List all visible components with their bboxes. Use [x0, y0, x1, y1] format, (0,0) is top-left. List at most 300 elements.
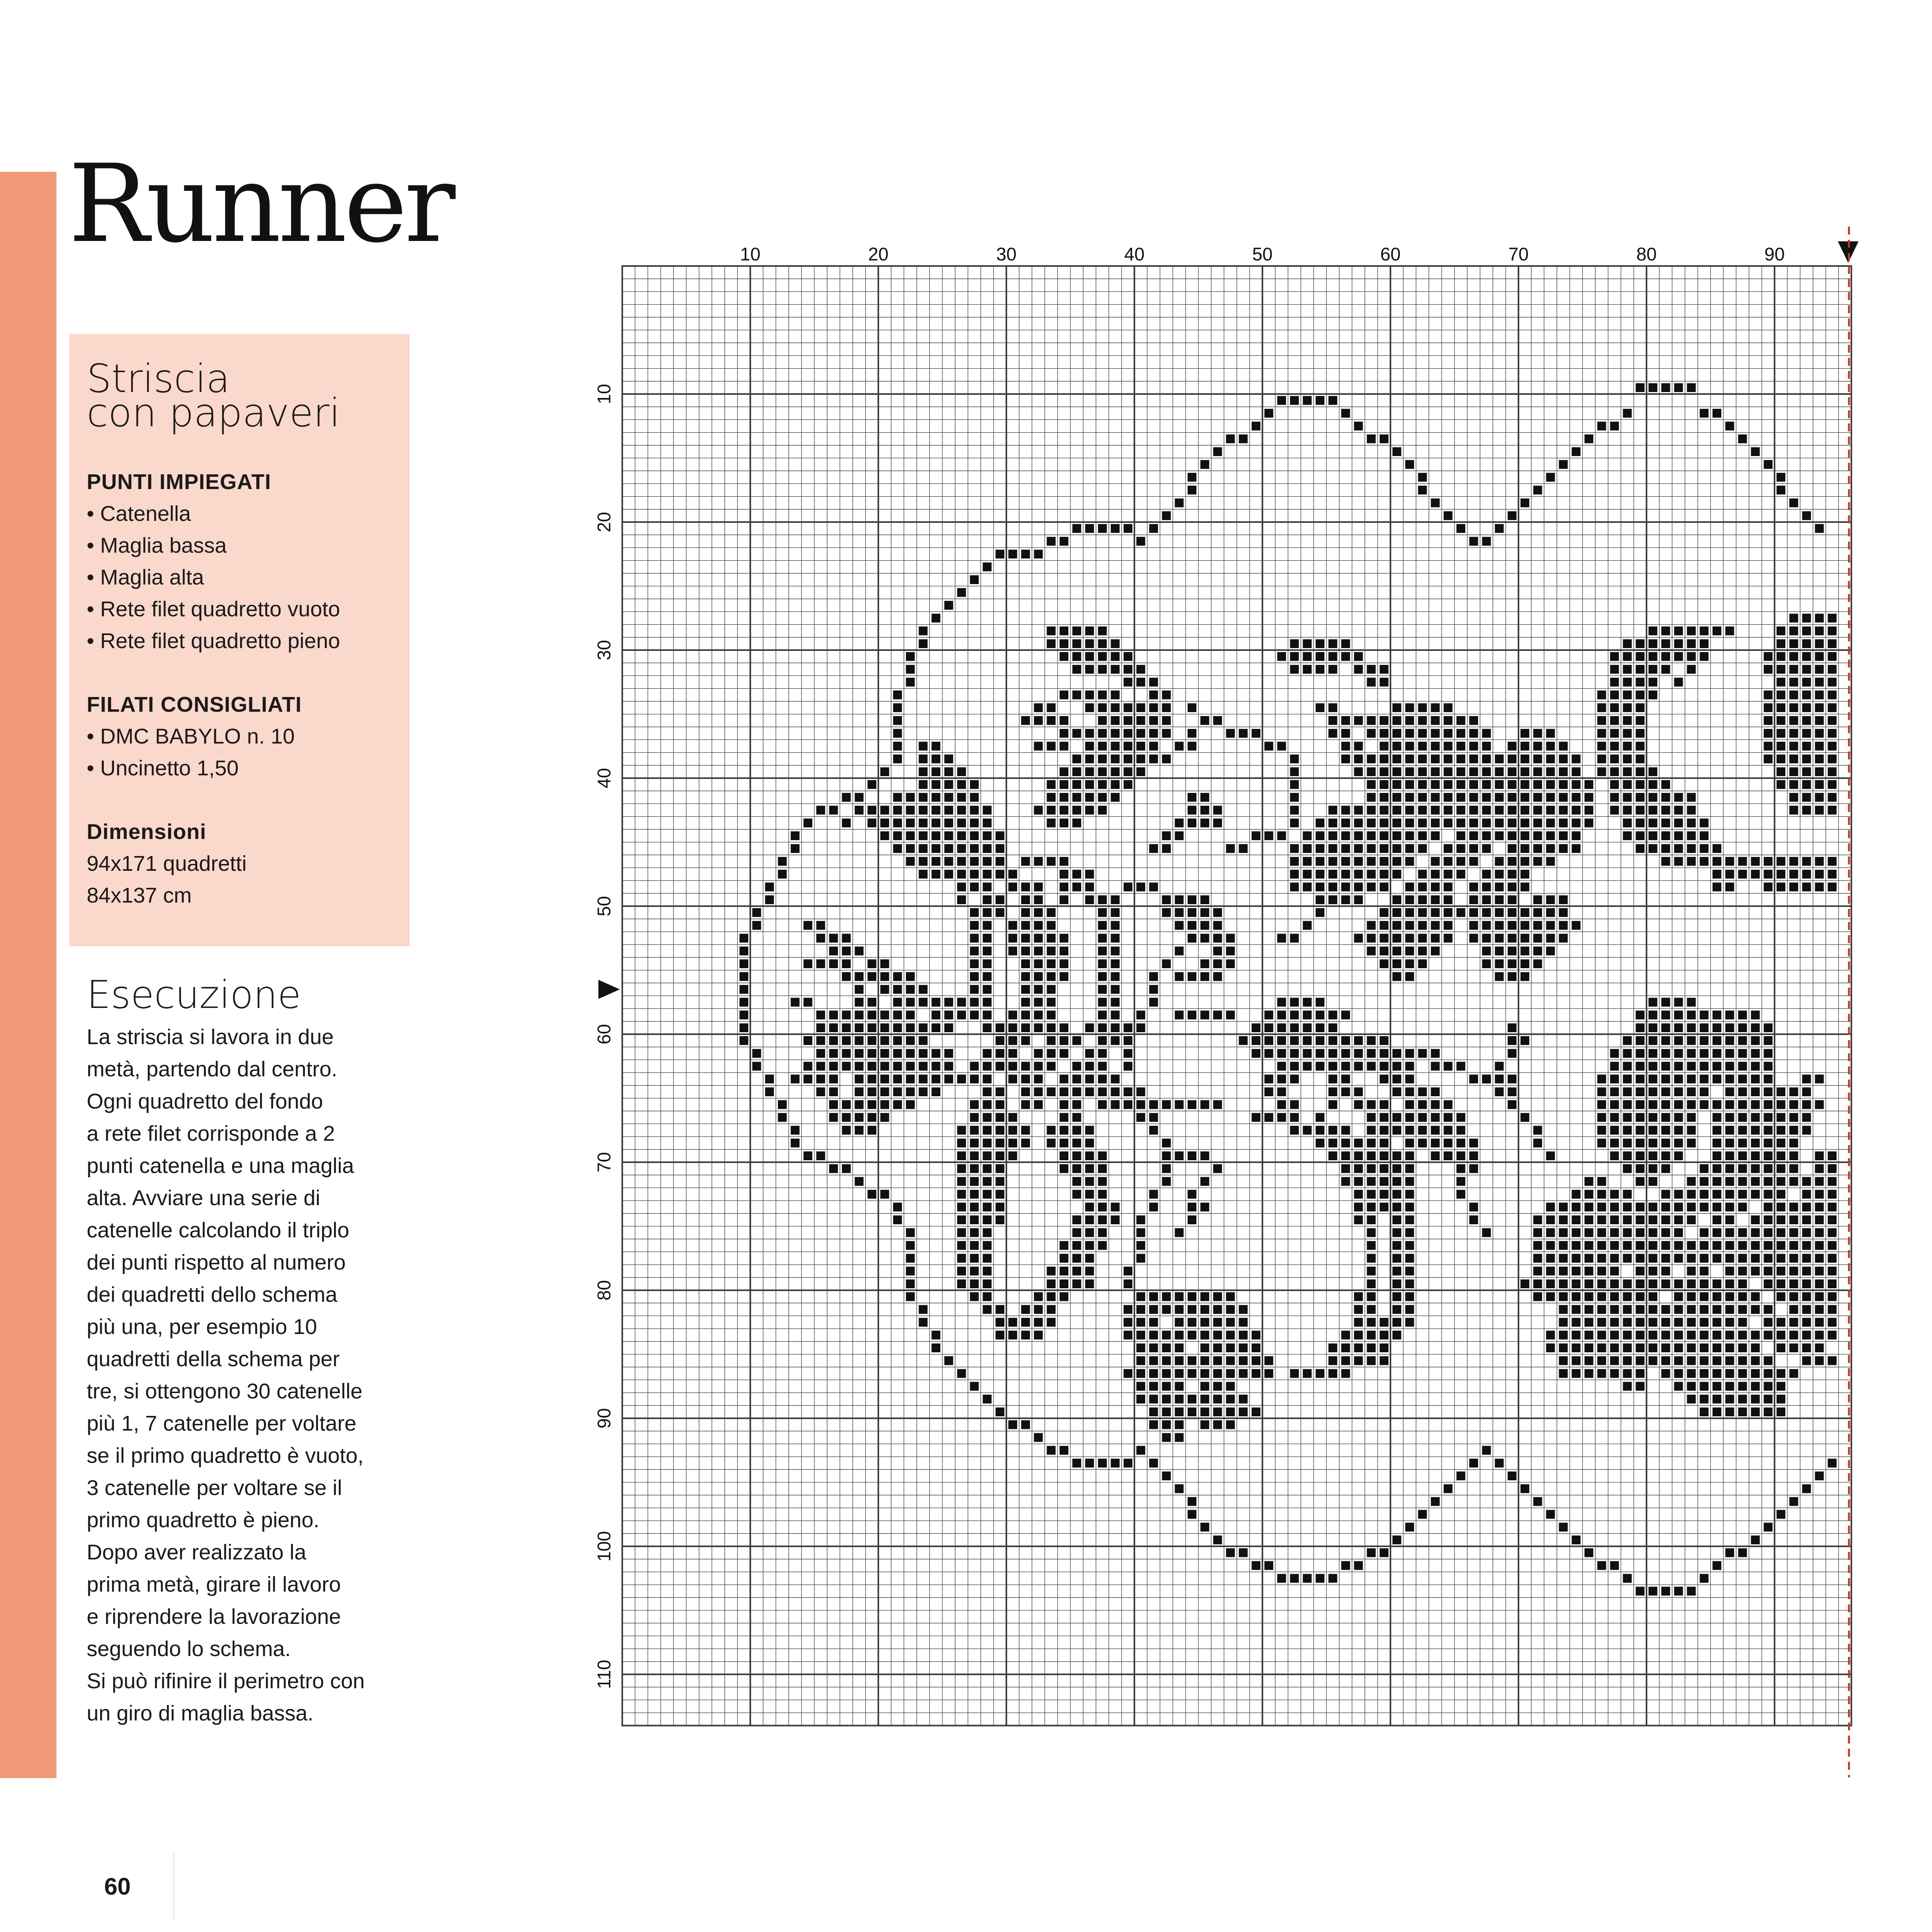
filled-cell: [1649, 1203, 1657, 1212]
filled-cell: [1418, 947, 1427, 955]
filled-cell: [1072, 1075, 1081, 1083]
filled-cell: [1200, 1011, 1209, 1019]
filled-cell: [1021, 1420, 1030, 1429]
filled-cell: [1444, 908, 1452, 917]
filled-cell: [1533, 844, 1542, 853]
filled-cell: [1738, 1177, 1747, 1186]
filled-cell: [1316, 857, 1324, 866]
filled-cell: [1034, 1087, 1043, 1096]
filled-cell: [1392, 1113, 1401, 1122]
filled-cell: [1290, 1113, 1299, 1122]
filled-cell: [880, 1062, 889, 1070]
filled-cell: [1623, 1382, 1632, 1390]
filled-cell: [1328, 1036, 1337, 1045]
filled-cell: [1290, 639, 1299, 648]
filled-cell: [1584, 1292, 1593, 1301]
filled-cell: [1098, 1203, 1107, 1212]
filled-cell: [932, 1011, 940, 1019]
filled-cell: [1469, 767, 1478, 776]
filled-cell: [1047, 780, 1056, 789]
filled-cell: [1188, 1497, 1196, 1506]
filled-cell: [1520, 767, 1529, 776]
stitch-item: • Rete filet quadretto pieno: [87, 625, 392, 657]
filled-cell: [1072, 870, 1081, 878]
filled-cell: [804, 1036, 812, 1045]
filled-cell: [944, 601, 953, 610]
filled-cell: [1175, 831, 1184, 840]
filled-cell: [1200, 1100, 1209, 1109]
filled-cell: [1764, 1190, 1773, 1198]
filled-cell: [1380, 793, 1388, 802]
filled-cell: [791, 1075, 800, 1083]
y-tick-label: 50: [594, 896, 614, 916]
filled-cell: [1239, 435, 1248, 443]
filled-cell: [957, 1075, 966, 1083]
filled-cell: [1572, 1318, 1581, 1326]
filled-cell: [752, 921, 761, 930]
filled-cell: [765, 895, 774, 904]
filled-cell: [1533, 485, 1542, 494]
filled-cell: [1252, 1049, 1260, 1058]
filled-cell: [1610, 716, 1619, 725]
filled-cell: [1789, 857, 1798, 866]
filled-cell: [1047, 806, 1056, 814]
filled-cell: [1508, 870, 1516, 878]
filled-cell: [842, 1023, 850, 1032]
filled-cell: [1226, 1408, 1235, 1416]
filled-cell: [1777, 857, 1785, 866]
filled-cell: [1508, 742, 1516, 750]
filled-cell: [1085, 1023, 1094, 1032]
filled-cell: [1713, 1216, 1721, 1224]
filled-cell: [1316, 1036, 1324, 1045]
filled-cell: [1456, 742, 1465, 750]
filled-cell: [1367, 844, 1376, 853]
filled-cell: [1636, 1305, 1645, 1314]
filled-cell: [1341, 1062, 1350, 1070]
filled-cell: [1405, 1267, 1414, 1276]
filled-cell: [1136, 1395, 1145, 1404]
filled-cell: [1124, 742, 1132, 750]
filled-cell: [1200, 1305, 1209, 1314]
filled-cell: [1328, 1139, 1337, 1148]
filled-cell: [970, 1139, 979, 1148]
filled-cell: [1636, 1587, 1645, 1596]
filled-cell: [1431, 716, 1440, 725]
filled-cell: [1303, 998, 1312, 1006]
filled-cell: [1815, 639, 1824, 648]
filled-cell: [1136, 1382, 1145, 1390]
filled-cell: [1777, 665, 1785, 674]
filled-cell: [1649, 627, 1657, 635]
execution-line: alta. Avviare una serie di: [87, 1186, 320, 1210]
filled-cell: [880, 1075, 889, 1083]
filled-cell: [1111, 972, 1120, 981]
filled-cell: [1572, 1305, 1581, 1314]
filled-cell: [1520, 947, 1529, 955]
filled-cell: [1175, 1369, 1184, 1378]
filled-cell: [1060, 780, 1068, 789]
filled-cell: [1303, 652, 1312, 661]
filled-cell: [1828, 1241, 1837, 1250]
filled-cell: [1584, 1280, 1593, 1288]
filled-cell: [932, 998, 940, 1006]
filled-cell: [1687, 1356, 1696, 1365]
filled-cell: [1008, 1318, 1017, 1326]
filled-cell: [932, 767, 940, 776]
filled-cell: [1405, 972, 1414, 981]
filled-cell: [868, 1190, 876, 1198]
filled-cell: [1584, 1203, 1593, 1212]
filled-cell: [1162, 959, 1171, 968]
filled-cell: [1149, 1356, 1158, 1365]
filled-cell: [1316, 1574, 1324, 1582]
filled-cell: [1380, 780, 1388, 789]
filled-cell: [1687, 1280, 1696, 1288]
filled-cell: [919, 1318, 928, 1326]
filled-cell: [1162, 1331, 1171, 1340]
filled-cell: [970, 1075, 979, 1083]
execution-line: catenelle calcolando il triplo: [87, 1218, 350, 1242]
filled-cell: [1392, 793, 1401, 802]
filled-cell: [1751, 1292, 1760, 1301]
filled-cell: [970, 1267, 979, 1276]
filled-cell: [1777, 1408, 1785, 1416]
filled-cell: [1290, 793, 1299, 802]
filled-cell: [1162, 1344, 1171, 1352]
filled-cell: [906, 1100, 915, 1109]
filled-cell: [1674, 1241, 1683, 1250]
filled-cell: [1418, 959, 1427, 968]
filled-cell: [1188, 729, 1196, 738]
filled-cell: [932, 857, 940, 866]
filled-cell: [1649, 1100, 1657, 1109]
filled-cell: [1380, 1151, 1388, 1160]
filled-cell: [1713, 1228, 1721, 1237]
filled-cell: [1085, 1049, 1094, 1058]
filled-cell: [1380, 1548, 1388, 1557]
filled-cell: [880, 972, 889, 981]
filled-cell: [970, 1241, 979, 1250]
pattern-title-line-1: Striscia: [87, 356, 230, 402]
filled-cell: [829, 1036, 838, 1045]
filled-cell: [1687, 806, 1696, 814]
filled-cell: [1495, 959, 1504, 968]
filled-cell: [842, 947, 850, 955]
filled-cell: [1751, 1100, 1760, 1109]
filled-cell: [1764, 742, 1773, 750]
filled-cell: [1418, 883, 1427, 891]
filled-cell: [1597, 1331, 1606, 1340]
filled-cell: [1520, 870, 1529, 878]
filled-cell: [1328, 844, 1337, 853]
filled-cell: [1802, 767, 1811, 776]
filled-cell: [1610, 1062, 1619, 1070]
filled-cell: [1661, 1318, 1670, 1326]
filled-cell: [1136, 703, 1145, 712]
filled-cell: [1789, 870, 1798, 878]
filled-cell: [1200, 1151, 1209, 1160]
filled-cell: [1456, 1139, 1465, 1148]
filled-cell: [1328, 831, 1337, 840]
filled-cell: [1661, 1062, 1670, 1070]
filled-cell: [1136, 1023, 1145, 1032]
filled-cell: [1777, 729, 1785, 738]
filled-cell: [1674, 806, 1683, 814]
filled-cell: [1469, 780, 1478, 789]
filled-cell: [829, 1087, 838, 1096]
filled-cell: [970, 1254, 979, 1262]
filled-cell: [1392, 1280, 1401, 1288]
filled-cell: [1687, 1087, 1696, 1096]
filled-cell: [1111, 665, 1120, 674]
filled-cell: [1636, 1369, 1645, 1378]
filled-cell: [1047, 819, 1056, 827]
filled-cell: [1444, 793, 1452, 802]
filled-cell: [842, 1062, 850, 1070]
filled-cell: [1392, 921, 1401, 930]
filled-cell: [1520, 934, 1529, 942]
filled-cell: [1623, 1216, 1632, 1224]
filled-cell: [842, 1100, 850, 1109]
filled-cell: [1367, 1356, 1376, 1365]
filled-cell: [1764, 1356, 1773, 1365]
filled-cell: [1316, 870, 1324, 878]
filled-cell: [1085, 1216, 1094, 1224]
filled-cell: [1162, 1151, 1171, 1160]
filled-cell: [919, 767, 928, 776]
filled-cell: [983, 1280, 992, 1288]
filled-cell: [957, 844, 966, 853]
filled-cell: [1559, 793, 1568, 802]
filled-cell: [996, 1164, 1004, 1173]
filled-cell: [1341, 1139, 1350, 1148]
filled-cell: [1738, 1228, 1747, 1237]
filled-cell: [1444, 716, 1452, 725]
filled-cell: [1405, 1241, 1414, 1250]
filled-cell: [1610, 1280, 1619, 1288]
filled-cell: [1764, 1523, 1773, 1532]
filled-cell: [1367, 934, 1376, 942]
filled-cell: [1700, 1369, 1709, 1378]
filled-cell: [1328, 1151, 1337, 1160]
filled-cell: [957, 1369, 966, 1378]
filled-cell: [1200, 1203, 1209, 1212]
filled-cell: [1188, 1216, 1196, 1224]
filled-cell: [1277, 934, 1286, 942]
filled-cell: [1482, 806, 1491, 814]
filled-cell: [1405, 844, 1414, 853]
filled-cell: [1751, 1254, 1760, 1262]
filled-cell: [1392, 1536, 1401, 1544]
filled-cell: [1188, 1356, 1196, 1365]
filled-cell: [1649, 678, 1657, 686]
filled-cell: [1777, 1216, 1785, 1224]
filled-cell: [1649, 831, 1657, 840]
filled-cell: [1559, 1356, 1568, 1365]
filled-cell: [1034, 1318, 1043, 1326]
filled-cell: [1162, 1292, 1171, 1301]
filled-cell: [1392, 934, 1401, 942]
filled-cell: [957, 870, 966, 878]
filled-cell: [842, 1036, 850, 1045]
filled-cell: [1713, 1011, 1721, 1019]
filled-cell: [1328, 806, 1337, 814]
filled-cell: [1072, 883, 1081, 891]
filled-cell: [983, 1087, 992, 1096]
filled-cell: [1495, 1459, 1504, 1468]
filled-cell: [868, 819, 876, 827]
filled-cell: [1072, 1062, 1081, 1070]
filled-cell: [1649, 1344, 1657, 1352]
filled-cell: [1482, 1075, 1491, 1083]
filled-cell: [1252, 729, 1260, 738]
filled-cell: [1597, 1305, 1606, 1314]
filled-cell: [1815, 1241, 1824, 1250]
filled-cell: [1354, 1356, 1363, 1365]
filled-cell: [1649, 1164, 1657, 1173]
filled-cell: [1751, 1241, 1760, 1250]
filled-cell: [1828, 1305, 1837, 1314]
filled-cell: [1380, 908, 1388, 917]
filled-cell: [1828, 857, 1837, 866]
filled-cell: [1008, 550, 1017, 558]
filled-cell: [1559, 1267, 1568, 1276]
filled-cell: [1751, 1216, 1760, 1224]
filled-cell: [1559, 1344, 1568, 1352]
filled-cell: [1508, 857, 1516, 866]
filled-cell: [1290, 652, 1299, 661]
filled-cell: [906, 1075, 915, 1083]
filled-cell: [1111, 1023, 1120, 1032]
filled-cell: [983, 1292, 992, 1301]
filled-cell: [1175, 1318, 1184, 1326]
filled-cell: [1649, 819, 1657, 827]
filled-cell: [1559, 755, 1568, 763]
filled-cell: [1572, 755, 1581, 763]
filled-cell: [1367, 1062, 1376, 1070]
filled-cell: [1328, 883, 1337, 891]
filled-cell: [1444, 1062, 1452, 1070]
filled-cell: [1725, 1254, 1734, 1262]
filled-cell: [1226, 1395, 1235, 1404]
filled-cell: [1661, 1036, 1670, 1045]
filled-cell: [816, 1075, 825, 1083]
filled-cell: [1751, 1228, 1760, 1237]
filled-cell: [1764, 1126, 1773, 1134]
filled-cell: [1597, 1292, 1606, 1301]
filled-cell: [1098, 972, 1107, 981]
filled-cell: [1239, 1548, 1248, 1557]
filled-cell: [1661, 1216, 1670, 1224]
filled-cell: [1021, 1011, 1030, 1019]
filled-cell: [1380, 1318, 1388, 1326]
filled-cell: [1495, 921, 1504, 930]
filled-cell: [1623, 831, 1632, 840]
filled-cell: [1111, 755, 1120, 763]
filled-cell: [1060, 1100, 1068, 1109]
filled-cell: [1405, 1075, 1414, 1083]
filled-cell: [1072, 665, 1081, 674]
filled-cell: [1380, 844, 1388, 853]
filled-cell: [1098, 1190, 1107, 1198]
filled-cell: [1597, 1369, 1606, 1378]
filled-cell: [1584, 1369, 1593, 1378]
filled-cell: [1008, 1036, 1017, 1045]
filled-cell: [970, 844, 979, 853]
filled-cell: [1303, 1036, 1312, 1045]
filled-cell: [1764, 1164, 1773, 1173]
filled-cell: [1149, 1420, 1158, 1429]
filled-cell: [1098, 1151, 1107, 1160]
filled-cell: [1149, 678, 1158, 686]
filled-cell: [1674, 1087, 1683, 1096]
filled-cell: [1687, 1075, 1696, 1083]
filled-cell: [1584, 1228, 1593, 1237]
filled-cell: [893, 1049, 902, 1058]
filled-cell: [1060, 1267, 1068, 1276]
filled-cell: [1725, 870, 1734, 878]
filled-cell: [1264, 1087, 1273, 1096]
filled-cell: [1367, 857, 1376, 866]
filled-cell: [1520, 972, 1529, 981]
filled-cell: [1482, 1228, 1491, 1237]
filled-cell: [1060, 1049, 1068, 1058]
filled-cell: [1316, 1023, 1324, 1032]
filled-cell: [1354, 1177, 1363, 1186]
filled-cell: [778, 857, 786, 866]
filled-cell: [1072, 767, 1081, 776]
filled-cell: [1495, 1062, 1504, 1070]
filled-cell: [996, 1087, 1004, 1096]
filled-cell: [1482, 755, 1491, 763]
filled-cell: [1674, 1062, 1683, 1070]
filled-cell: [1085, 639, 1094, 648]
filled-cell: [1405, 1318, 1414, 1326]
filled-cell: [983, 1203, 992, 1212]
filled-cell: [1789, 678, 1798, 686]
filled-cell: [1661, 1139, 1670, 1148]
filled-cell: [1687, 1344, 1696, 1352]
filled-cell: [1341, 1036, 1350, 1045]
filled-cell: [1367, 1151, 1376, 1160]
filled-cell: [1764, 1216, 1773, 1224]
filled-cell: [1162, 1369, 1171, 1378]
filled-cell: [1047, 627, 1056, 635]
filled-cell: [1751, 857, 1760, 866]
filled-cell: [1456, 844, 1465, 853]
filled-cell: [1725, 1548, 1734, 1557]
filled-cell: [1815, 1203, 1824, 1212]
filled-cell: [855, 1023, 864, 1032]
filled-cell: [765, 1075, 774, 1083]
filled-cell: [1124, 767, 1132, 776]
filled-cell: [1469, 1075, 1478, 1083]
filled-cell: [1405, 742, 1414, 750]
filled-cell: [1175, 1292, 1184, 1301]
filled-cell: [1546, 819, 1555, 827]
filled-cell: [1060, 627, 1068, 635]
filled-cell: [1738, 1087, 1747, 1096]
filled-cell: [983, 806, 992, 814]
filled-cell: [957, 831, 966, 840]
filled-cell: [1290, 1574, 1299, 1582]
filled-cell: [1149, 1408, 1158, 1416]
filled-cell: [893, 742, 902, 750]
filled-cell: [1021, 1023, 1030, 1032]
filled-cell: [1700, 639, 1709, 648]
filled-cell: [1162, 1382, 1171, 1390]
